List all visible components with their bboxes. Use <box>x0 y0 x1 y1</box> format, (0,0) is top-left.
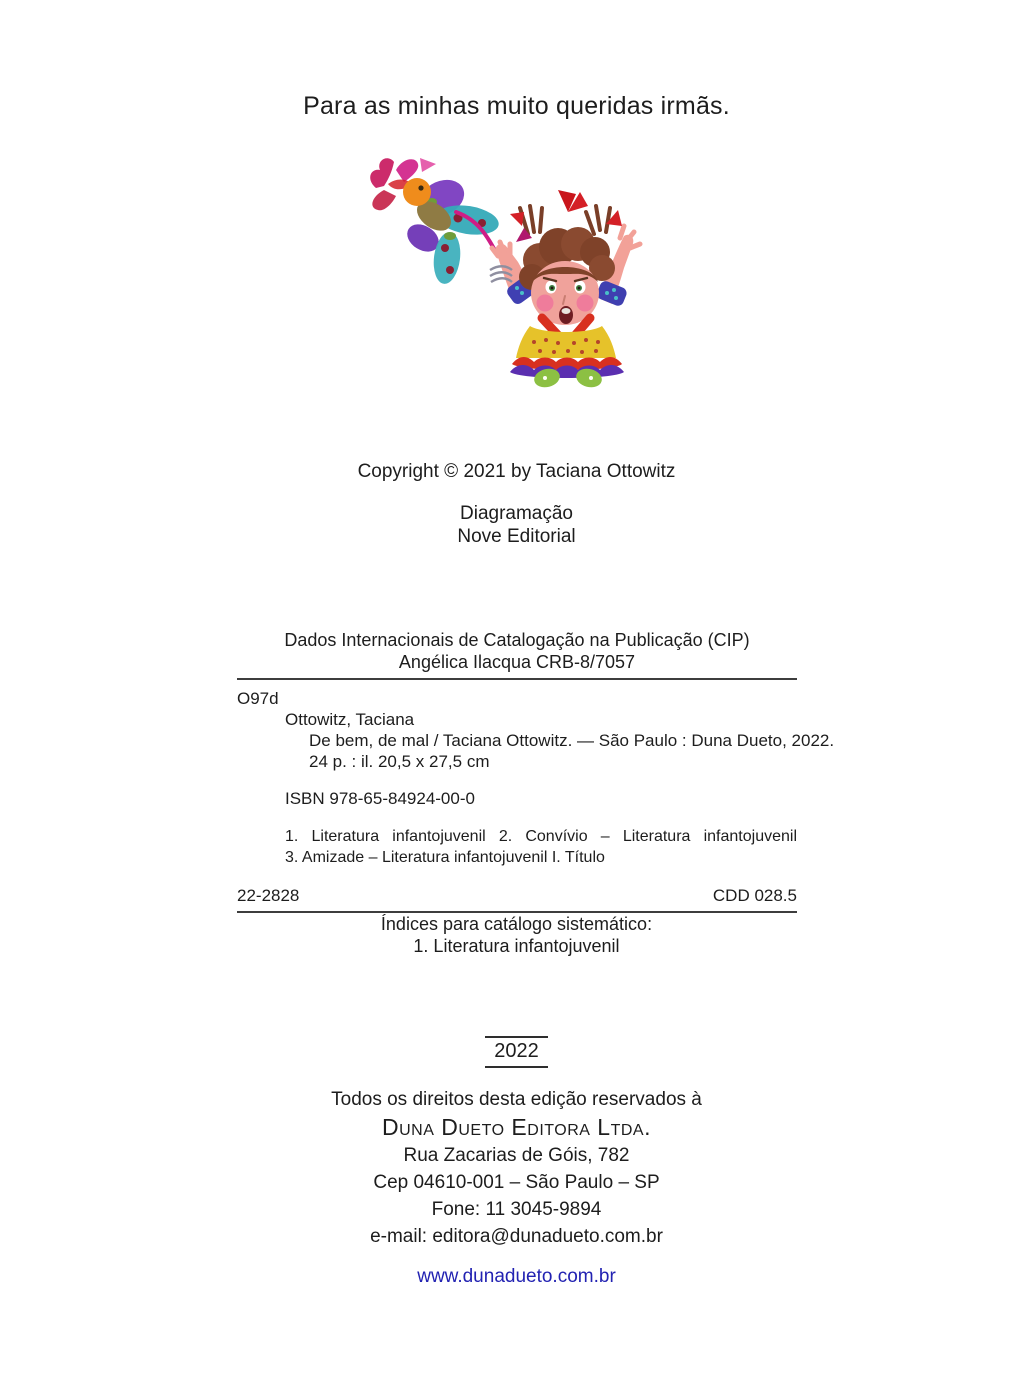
credits-block <box>0 502 1033 548</box>
cip-call-number: O97d <box>237 689 279 708</box>
copyright-line: Copyright © 2021 by Taciana Ottowitz <box>357 461 676 482</box>
cip-subjects <box>285 826 797 868</box>
cip-record-number: 22-2828 <box>237 886 300 905</box>
publisher-cep-line: Cep 04610-001 – São Paulo – SP <box>373 1172 660 1193</box>
cip-title-line: De bem, de mal / Taciana Ottowitz. — São Paulo : Duna Dueto, 2022. <box>309 731 835 750</box>
cip-header <box>237 629 797 673</box>
catalog-index-title: Índices para catálogo sistemático: <box>380 914 653 934</box>
girl-with-butterfly-illustration <box>362 150 654 388</box>
catalog-index-block <box>0 913 1033 957</box>
publisher-address: Rua Zacarias de Góis, 782 <box>403 1145 630 1166</box>
cip-record-row <box>237 885 797 906</box>
cip-top-rule <box>237 678 797 680</box>
cip-collation: 24 p. : il. 20,5 x 27,5 cm <box>309 752 490 771</box>
publisher-rights-line: Todos os direitos desta edição reservados à <box>331 1089 702 1110</box>
girl-with-butterfly-svg <box>362 150 654 388</box>
publisher-phone: Fone: 11 3045-9894 <box>431 1199 602 1220</box>
cip-header-line1: Dados Internacionais de Catalogação na Publicação (CIP) <box>284 630 750 650</box>
cip-subjects-line1: 1. Literatura infantojuvenil 2. Convívio – Literatura infantojuvenil <box>285 828 797 845</box>
publisher-name: Duna Dueto Editora Ltda. <box>381 1114 651 1140</box>
cip-block <box>237 629 835 913</box>
cip-author: Ottowitz, Taciana <box>285 710 415 729</box>
catalog-index-entry: 1. Literatura infantojuvenil <box>413 936 620 956</box>
dedication-text: Para as minhas muito queridas irmãs. <box>303 92 730 120</box>
website-row <box>0 1266 1033 1288</box>
cip-isbn: ISBN 978-65-84924-00-0 <box>285 789 475 808</box>
edition-year-wrap <box>0 1036 1033 1068</box>
website-link[interactable]: www.dunadueto.com.br <box>417 1266 616 1287</box>
publisher-email: e-mail: editora@dunadueto.com.br <box>370 1226 663 1247</box>
credits-role: Diagramação <box>460 503 573 524</box>
edition-year: 2022 <box>485 1036 548 1068</box>
cip-subjects-line2: 3. Amizade – Literatura infantojuvenil I. Título <box>285 849 605 866</box>
credits-name: Nove Editorial <box>457 526 576 547</box>
publisher-block <box>0 1086 1033 1250</box>
cip-header-line2: Angélica Ilacqua CRB-8/7057 <box>398 652 636 672</box>
cip-cdd-number: CDD 028.5 <box>712 886 797 905</box>
